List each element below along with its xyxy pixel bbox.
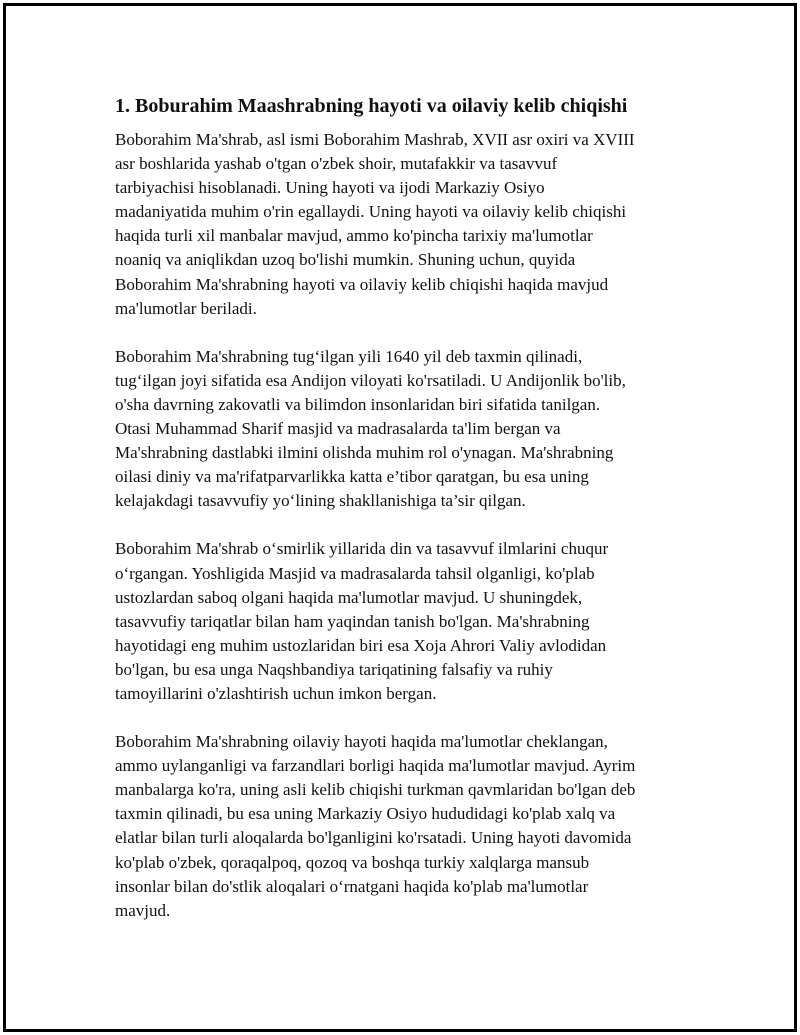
paragraph-line: kelajakdagi tasavvufiy yo‘lining shakllanishiga ta’sir qilgan.	[115, 491, 526, 511]
paragraph-line: noaniq va aniqlikdan uzoq bo'lishi mumkin. Shuning uchun, quyida	[115, 250, 576, 270]
paragraph-line: Boborahim Ma'shrab o‘smirlik yillarida din va tasavvuf ilmlarini chuqur	[115, 539, 609, 559]
paragraph-line: madaniyatida muhim o'rin egallaydi. Uning hayoti va oilaviy kelib chiqishi	[115, 202, 627, 222]
paragraph-line: Boborahim Ma'shrab, asl ismi Boborahim Mashrab, XVII asr oxiri va XVIII	[115, 130, 635, 149]
paragraph-line: tasavvufiy tariqatlar bilan ham yaqindan tanish bo'lgan. Ma'shrabning	[115, 611, 590, 631]
paragraph-line: o'sha davrning zakovatli va bilimdon insonlaridan biri sifatida tanilgan.	[115, 394, 601, 414]
paragraph-line: hayotidagi eng muhim ustozlaridan biri esa Xoja Ahrori Valiy avlodidan	[115, 635, 607, 655]
paragraph-line: Ma'shrabning dastlabki ilmini olishda muhim rol o'ynagan. Ma'shrabning	[115, 443, 614, 463]
paragraph-line: taxmin qilinadi, bu esa uning Markaziy Osiyo hududidagi ko'plab xalq va	[115, 804, 616, 824]
paragraph-line: ustozlardan saboq olgani haqida ma'lumotlar mavjud. U shuningdek,	[115, 587, 583, 607]
paragraph-line: asr boshlarida yashab o'tgan o'zbek shoir, mutafakkir va tasavvuf	[115, 154, 558, 174]
paragraph-line: insonlar bilan do'stlik aloqalari o‘rnatgani haqida ko'plab ma'lumotlar	[115, 876, 589, 896]
paragraph	[115, 730, 695, 923]
document-body	[115, 92, 695, 947]
paragraph-line: Boborahim Ma'shrabning tug‘ilgan yili 1640 yil deb taxmin qilinadi,	[115, 346, 583, 366]
paragraph-line: tamoyillarini o'zlashtirish uchun imkon bergan.	[115, 683, 437, 703]
paragraph	[115, 128, 695, 321]
paragraph-line: Otasi Muhammad Sharif masjid va madrasalarda ta'lim bergan va	[115, 419, 561, 439]
paragraph-line: o‘rgangan. Yoshligida Masjid va madrasalarda tahsil olganligi, ko'plab	[115, 563, 595, 583]
paragraph-line: Boborahim Ma'shrabning oilaviy hayoti haqida ma'lumotlar cheklangan,	[115, 732, 608, 752]
paragraph	[115, 537, 695, 706]
paragraphs-container	[115, 128, 695, 923]
paragraph-line: ko'plab o'zbek, qoraqalpoq, qozoq va boshqa turkiy xalqlarga mansub	[115, 852, 590, 872]
paragraph-line: tarbiyachisi hisoblanadi. Uning hayoti va ijodi Markaziy Osiyo	[115, 178, 545, 198]
section-heading: 1. Boburahim Maashrabning hayoti va oilaviy kelib chiqishi	[115, 95, 628, 117]
paragraph-line: oilasi diniy va ma'rifatparvarlikka katta e’tibor qaratgan, bu esa uning	[115, 467, 589, 487]
paragraph-line: ma'lumotlar beriladi.	[115, 298, 257, 318]
paragraph-line: ammo uylanganligi va farzandlari borligi haqida ma'lumotlar mavjud. Ayrim	[115, 756, 636, 776]
paragraph	[115, 345, 695, 514]
paragraph-line: elatlar bilan turli aloqalarda bo'lganligini ko'rsatadi. Uning hayoti davomida	[115, 828, 632, 848]
paragraph-line: tug‘ilgan joyi sifatida esa Andijon viloyati ko'rsatiladi. U Andijonlik bo'lib,	[115, 370, 626, 390]
paragraph-line: mavjud.	[115, 900, 171, 920]
paragraph-line: bo'lgan, bu esa unga Naqshbandiya tariqatining falsafiy va ruhiy	[115, 659, 553, 679]
paragraph-line: Boborahim Ma'shrabning hayoti va oilaviy kelib chiqishi haqida mavjud	[115, 274, 609, 294]
paragraph-line: manbalarga ko'ra, uning asli kelib chiqishi turkman qavmlaridan bo'lgan deb	[115, 780, 636, 800]
paragraph-line: haqida turli xil manbalar mavjud, ammo ko'pincha tarixiy ma'lumotlar	[115, 226, 593, 246]
